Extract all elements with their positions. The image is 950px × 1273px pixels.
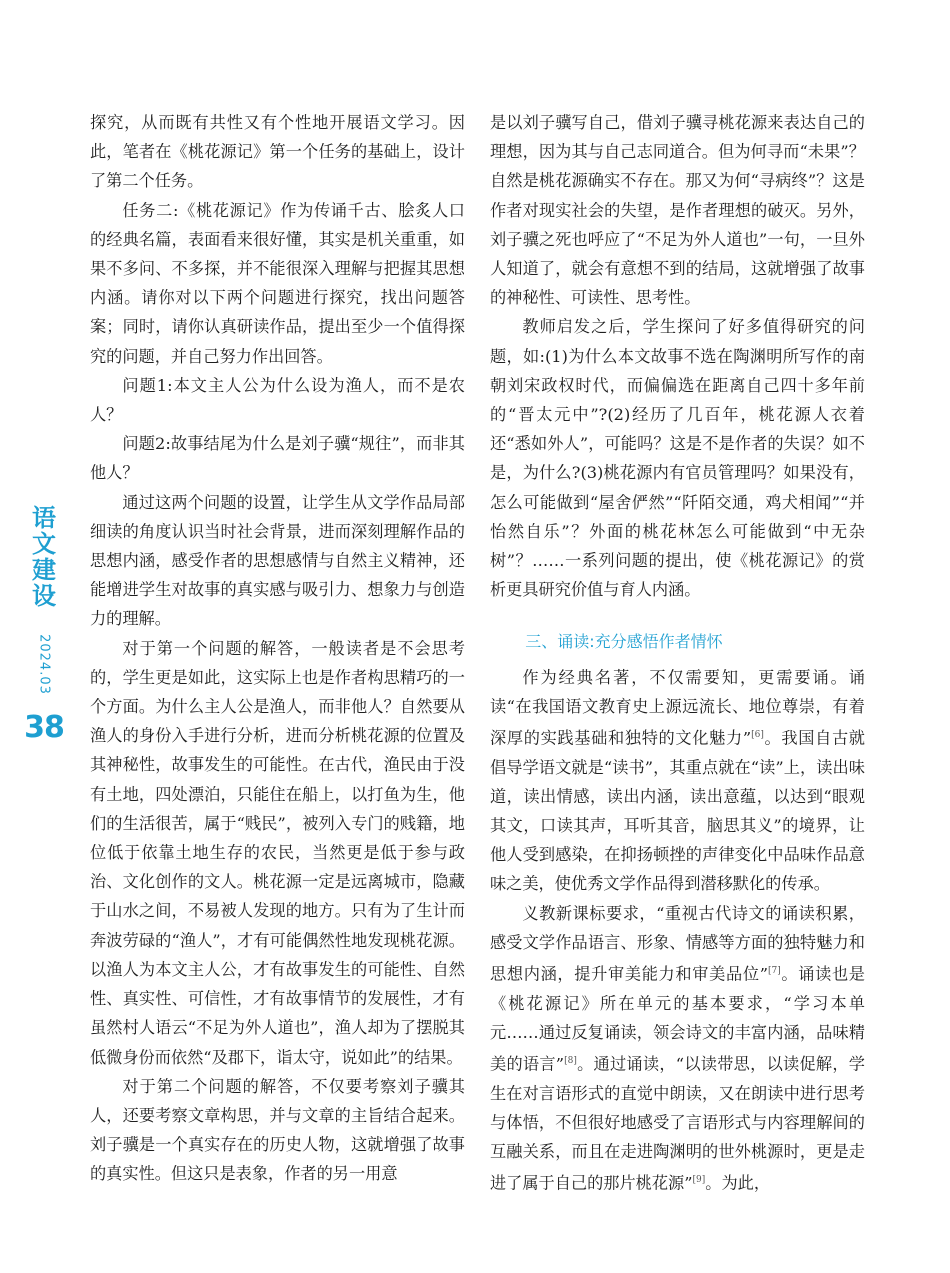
reference-marker: [8] [564, 1056, 577, 1067]
journal-side-mark [22, 505, 66, 745]
paragraph-text: 。通过诵读，“以读带思，以读促解，学生在对言语形式的直觉中朗读，又在朗读中进行思考与体悟，不但很好地感受了言语形式与内容理解间的互融关系，而且在走进陶渊明的世外桃源时，更是走进了属于自己的那片桃花源” [490, 1054, 865, 1193]
task-two-paragraph: 任务二:《桃花源记》作为传诵千古、脍炙人口的经典名篇，表面看来很好懂，其实是机关重重，如果不多问、不多探，并不能很深入理解与把握其思想内涵。请你对以下两个问题进行探究，找出问题答案；同时，请你认真研读作品，提出至少一个值得探究的问题，并自己努力作出回答。 [90, 200, 465, 366]
reference-marker: [6] [751, 730, 764, 741]
issue-date: 2024.03 [36, 634, 52, 695]
journal-name-char: 语 [32, 503, 56, 532]
paragraph [490, 663, 865, 899]
right-column [490, 108, 865, 1198]
paragraph: 探究，从而既有共性又有个性地开展语文学习。因此，笔者在《桃花源记》第一个任务的基础上，设计了第二个任务。 [90, 113, 465, 191]
question-two: 问题2:故事结尾为什么是刘子骥“规往”，而非其他人？ [90, 434, 465, 483]
paragraph [490, 899, 865, 1198]
left-column [90, 108, 465, 1189]
question-one: 问题1:本文主人公为什么设为渔人，而不是农人？ [90, 375, 465, 425]
journal-name-char: 文 [32, 529, 56, 558]
journal-name [22, 505, 66, 609]
paragraph: 教师启发之后，学生探问了好多值得研究的问题，如:(1)为什么本文故事不选在陶渊明所写作的南朝刘宋政权时代，而偏偏选在距离自己四十多年前的“晋太元中”?(2)经历了几百年，桃花源人衣着还“悉如外人”，可能吗？这是不是作者的失误？如不是，为什么?(3)桃花源内有官员管理吗？如果没有，怎么可能做到“屋舍俨然”“阡陌交通，鸡犬相闻”“并怡然自乐”？外面的桃花林怎么可能做到“中无杂树”？……一系列问题的提出，使《桃花源记》的赏析更具研究价值与育人内涵。 [490, 317, 865, 600]
paragraph-text: 。诵读也是《桃花源记》所在单元的基本要求，“学习本单元……通过反复诵读，领会诗文的丰富内涵，品味精美的语言” [490, 964, 865, 1074]
journal-name-char: 设 [32, 581, 56, 610]
paragraph: 通过这两个问题的设置，让学生从文学作品局部细读的角度认识当时社会背景，进而深刻理解作品的思想内涵，感受作者的思想感情与自然主义精神，还能增进学生对故事的真实感与吸引力、想象力与创造力的理解。 [90, 492, 465, 629]
paragraph-text: 。为此， [705, 1173, 771, 1193]
paragraph-text: 义教新课标要求，“重视古代诗文的诵读积累，感受文学作品语言、形象、情感等方面的独特魅力和思想内涵，提升审美能力和审美品位” [490, 903, 865, 984]
paragraph: 对于第二个问题的解答，不仅要考察刘子骥其人，还要考察文章构思，并与文章的主旨结合起来。刘子骥是一个真实存在的历史人物，这就增强了故事的真实性。但这只是表象，作者的另一用意 [90, 1076, 465, 1184]
reference-marker: [9] [692, 1175, 706, 1186]
page-number: 38 [24, 710, 64, 745]
paragraph: 对于第一个问题的解答，一般读者是不会思考的，学生更是如此，这实际上也是作者构思精巧的一个方面。为什么主人公是渔人，而非他人？自然要从渔人的身份入手进行分析，进而分析桃花源的位置及其神秘性，故事发生的可能性。在古代，渔民由于没有土地，四处漂泊，只能住在船上，以打鱼为生，他们的生活很苦，属于“贱民”，被列入专门的贱籍，地位低于依靠土地生存的农民，当然更是低于参与政治、文化创作的文人。桃花源一定是远离城市，隐藏于山水之间，不易被人发现的地方。只有为了生计而奔波劳碌的“渔人”，才有可能偶然性地发现桃花源。以渔人为本文主人公，才有故事发生的可能性、自然性、真实性、可信性，才有故事情节的发展性，才有虽然村人语云“不足为外人道也”，渔人却为了摆脱其低微身份而依然“及郡下，诣太守，说如此”的结果。 [90, 638, 465, 1067]
paragraph: 是以刘子骥写自己，借刘子骥寻桃花源来表达自己的理想，因为其与自己志同道合。但为何寻而“未果”？自然是桃花源确实不存在。那又为何“寻病终”？这是作者对现实社会的失望，是作者理想的破灭。另外，刘子骥之死也呼应了“不足为外人道也”一句，一旦外人知道了，就会有意想不到的结局，这就增强了故事的神秘性、可读性、思考性。 [490, 113, 865, 308]
paragraph-text: 。我国自古就倡导学语文就是“读书”，其重点就在“读”上，读出味道，读出情感，读出内涵，读出意蕴，以达到“眼观其文，口读其声，耳听其音，脑思其义”的境界，让他人受到感染，在抑扬顿挫的声律变化中品味作品意味之美，使优秀文学作品得到潜移默化的传承。 [490, 728, 865, 894]
paragraph-text: 作为经典名著，不仅需要知，更需要诵。诵读“在我国语文教育史上源远流长、地位尊崇，有着深厚的实践基础和独特的文化魅力” [490, 667, 865, 748]
journal-name-char: 建 [32, 555, 56, 584]
section-heading: 三、诵读:充分感悟作者情怀 [525, 632, 723, 652]
reference-marker: [7] [767, 966, 781, 977]
